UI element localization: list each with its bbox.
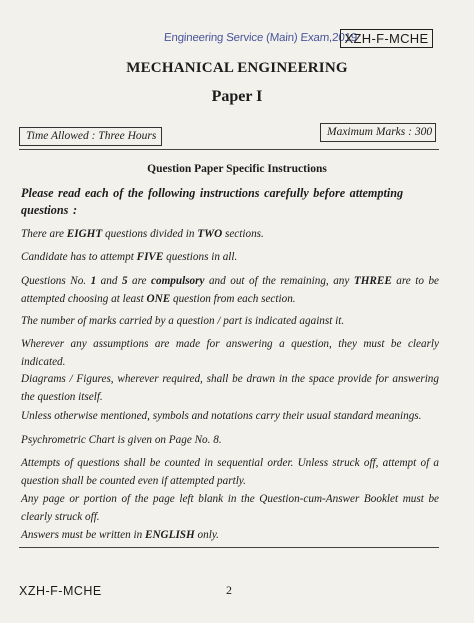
instruction-4: The number of marks carried by a question / part is indicated against it. (21, 315, 345, 327)
instruction-3: Questions No. 1 and 5 are compulsory and out of the remaining, any THREE are to be attempted choosing at least ONE question from each section. (21, 275, 440, 305)
footer-paper-code: XZH-F-MCHE (19, 584, 102, 598)
paper-title: Paper I (211, 88, 263, 105)
instructions-lead: Please read each of the following instructions carefully before attempting questions : (21, 186, 404, 217)
instruction-8: Psychrometric Chart is given on Page No. 8. (21, 434, 222, 446)
instruction-2: Candidate has to attempt FIVE questions in all. (21, 251, 238, 263)
paper-code-box: XZH-F-MCHE (340, 29, 433, 48)
instruction-1: There are EIGHT questions divided in TWO sections. (21, 228, 264, 240)
instruction-5: Wherever any assumptions are made for answering a question, they must be clearly indicated. (21, 338, 439, 368)
instruction-10: Any page or portion of the page left blank in the Question-cum-Answer Booklet must be clearly struck off. (21, 493, 439, 523)
page-number: 2 (226, 583, 232, 597)
exam-stamp: Engineering Service (Main) Exam,2019 (163, 32, 358, 44)
max-marks-box: Maximum Marks : 300 (320, 123, 436, 142)
bottom-divider (19, 547, 439, 548)
top-divider (19, 149, 439, 150)
instructions-heading: Question Paper Specific Instructions (147, 163, 327, 175)
time-allowed-box: Time Allowed : Three Hours (19, 127, 162, 146)
subject-title: MECHANICAL ENGINEERING (126, 60, 348, 76)
instruction-6: Diagrams / Figures, wherever required, shall be drawn in the space provide for answering the question itself. (21, 373, 439, 403)
instruction-11: Answers must be written in ENGLISH only. (21, 529, 219, 541)
instruction-7: Unless otherwise mentioned, symbols and notations carry their usual standard meanings. (21, 410, 422, 422)
instruction-9: Attempts of questions shall be counted in sequential order. Unless struck off, attempt of a question shall be counted even if attempted partly. (21, 457, 439, 487)
